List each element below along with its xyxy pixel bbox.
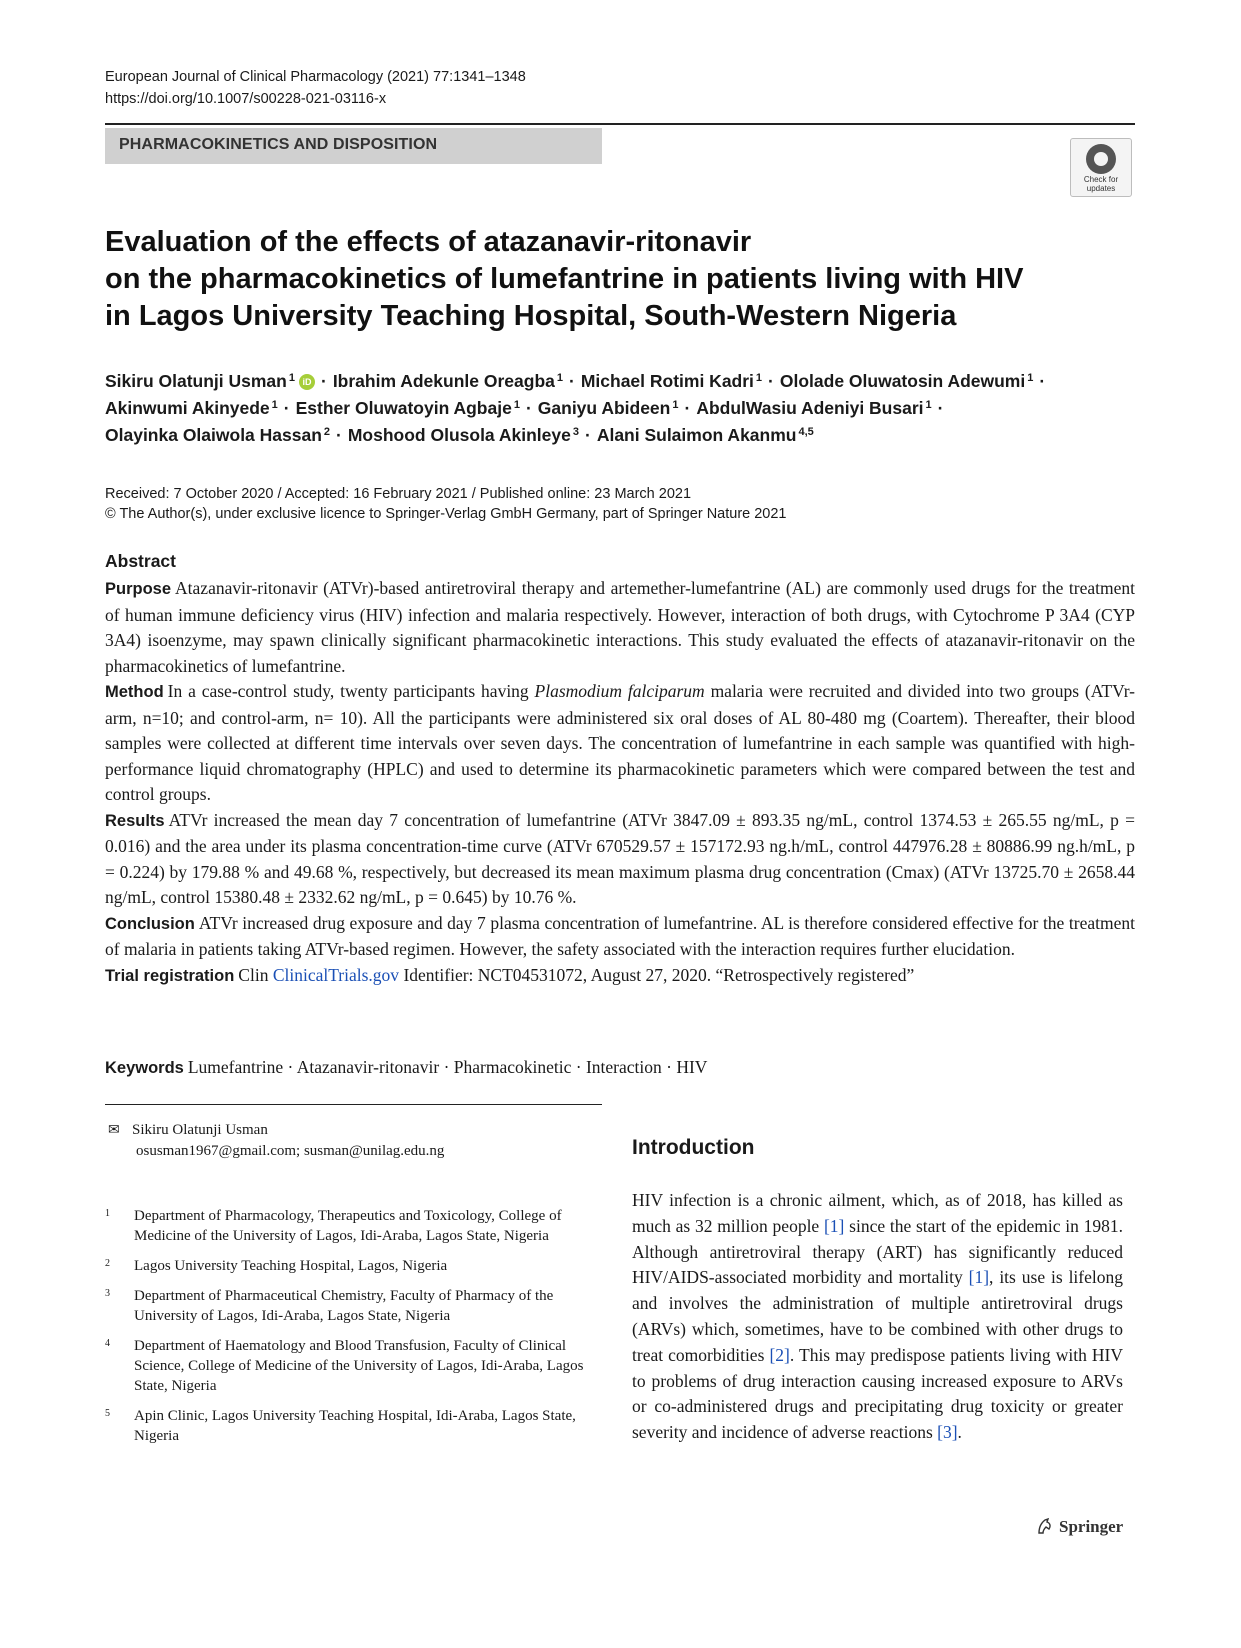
introduction-body: HIV infection is a chronic ailment, which, as of 2018, has killed as much as 32 million people [1] since the start of the epidemic in 1981. Although antiretroviral therapy (ART) has significantly reduced HIV/AIDS-associated morbidity and mortality [1], its use is lifelong and involves the administration of multiple antiretroviral drugs (ARVs) which, sometimes, have to be combined with other drugs to treat comorbidities [2]. This may predispose patients living with HIV to problems of drug interaction causing increased exposure to ARVs or co-administered drugs and precipitating drug toxicity or greater severity and incidence of adverse reactions [3]. <box>632 1190 1123 1443</box>
affiliation-item: 2 Lagos University Teaching Hospital, Lagos, Nigeria <box>105 1258 448 1274</box>
article-title <box>105 224 1105 335</box>
author-name[interactable]: Ololade Oluwatosin Adewumi <box>779 371 1026 391</box>
section-banner <box>105 128 602 164</box>
author-list: Sikiru Olatunji Usman $^1$ iD · Ibrahim Adekunle Oreagba $^1$ · Michael Rotimi Kadri $^1$ · Ololade Oluwatosin Adewumi $^1$ · Akinwumi Akinyede $^1$ · Esther Oluwatoyin Agbaje $^1$ · Ganiyu Abideen $^1$ · AbdulWasiu Adeniyi Busari $^1$ · Olayinka Olaiwola Hassan $^2$ · Moshood Olusola Akinleye $^3$ · Alani Sulaimon Akanmu $^{4,5}$ <box>105 371 1046 445</box>
check-updates-icon <box>1086 144 1116 174</box>
journal-citation <box>105 66 526 110</box>
affiliation-item: 3 Department of Pharmaceutical Chemistry, Faculty of Pharmacy of the University of Lagos, Idi-Araba, Lagos State, Nigeria <box>105 1288 554 1324</box>
abstract-trial: Trial registration Clin ClinicalTrials.gov Identifier: NCT04531072, August 27, 2020. “Retrospectively registered” <box>105 964 915 985</box>
corresponding-email[interactable]: osusman1967@gmail.com; susman@unilag.edu.ng <box>136 1143 445 1159</box>
publisher-name: Springer <box>1059 1517 1124 1536</box>
title-line: on the pharmacokinetics of lumefantrine in patients living with HIV <box>105 263 1024 295</box>
section-label: PHARMACOKINETICS AND DISPOSITION <box>119 136 438 153</box>
abstract-conclusion: Conclusion ATVr increased drug exposure and day 7 plasma concentration of lumefantrine. AL is therefore considered effective for the treatment of malaria in patients taking ATVr-based regimen. However, the safety associated with the interaction requires further elucidation. <box>105 912 1135 959</box>
author-name[interactable]: Moshood Olusola Akinleye <box>347 425 571 445</box>
abstract-method: Method In a case-control study, twenty participants having Plasmodium falciparum malaria were recruited and divided into two groups (ATVr-arm, n=10; and control-arm, n= 10). All the participants were administered six oral doses of AL 80-480 mg (Coartem). Thereafter, their blood samples were collected at different time intervals over seven days. The concentration of lumefantrine in each sample was quantified with high-performance liquid chromatography (HPLC) and used to determine its pharmacokinetic parameters which were compared between the test and control groups. <box>105 681 1135 804</box>
reference-link[interactable]: [2] <box>769 1344 790 1365</box>
author-name[interactable]: Ganiyu Abideen <box>537 398 671 418</box>
affiliation-item: 5 Apin Clinic, Lagos University Teaching Hospital, Idi-Araba, Lagos State, Nigeria <box>105 1408 576 1444</box>
dates-line: Received: 7 October 2020 / Accepted: 16 February 2021 / Published online: 23 March 2021 <box>105 486 692 502</box>
title-line: in Lagos University Teaching Hospital, South-Western Nigeria <box>105 300 957 332</box>
envelope-icon: ✉ <box>108 1123 120 1138</box>
author-name[interactable]: Ibrahim Adekunle Oreagba <box>332 371 555 391</box>
copyright-line: © The Author(s), under exclusive licence to Springer-Verlag GmbH Germany, part of Springer Nature 2021 <box>105 506 787 522</box>
reference-link[interactable]: [1] <box>823 1215 845 1236</box>
affiliation-item: 1 Department of Pharmacology, Therapeutics and Toxicology, College of Medicine of the University of Lagos, Idi-Araba, Lagos State, Nigeria <box>105 1208 562 1244</box>
affiliation-item: 4 Department of Haematology and Blood Transfusion, Faculty of Clinical Science, College of Medicine of the University of Lagos, Idi-Araba, Lagos State, Nigeria <box>105 1338 584 1394</box>
abstract-purpose: Purpose Atazanavir-ritonavir (ATVr)-based antiretroviral therapy and artemether-lumefantrine (AL) are commonly used drugs for the treatment of human immune deficiency virus (HIV) infection and malaria respectively. However, interaction of both drugs, with Cytochrome P 3A4 (CYP 3A4) isoenzyme, may spawn clinically significant pharmacokinetic interactions. This study evaluated the effects of atazanavir-ritonavir on the pharmacokinetics of lumefantrine. <box>105 578 1135 676</box>
affiliations <box>105 1206 602 1456</box>
clinicaltrials-link[interactable]: ClinicalTrials.gov <box>272 964 400 985</box>
author-name[interactable]: Michael Rotimi Kadri <box>580 371 754 391</box>
title-line: Evaluation of the effects of atazanavir-ritonavir <box>105 226 752 258</box>
abstract-body <box>105 576 1135 989</box>
journal-line: European Journal of Clinical Pharmacology (2021) 77:1341–1348 <box>105 69 526 85</box>
check-for-updates-badge[interactable] <box>1070 138 1132 197</box>
orcid-icon[interactable]: iD <box>299 374 315 390</box>
author-name[interactable]: Akinwumi Akinyede <box>105 398 270 418</box>
abstract-results: Results ATVr increased the mean day 7 concentration of lumefantrine (ATVr 3847.09 ± 893.35 ng/mL, control 1374.53 ± 265.55 ng/mL, p = 0.016) and the area under its plasma concentration-time curve (ATVr 670529.57 ± 157172.93 ng.h/mL, control 447976.28 ± 80886.99 ng.h/mL, p = 0.224) by 179.88 % and 49.68 %, respectively, but decreased its mean maximum plasma drug concentration (Cmax) (ATVr 13725.70 ± 2658.44 ng/mL, control 15380.48 ± 2332.62 ng/mL, p = 0.645) by 10.76 %. <box>105 809 1135 907</box>
reference-link[interactable]: [3] <box>937 1422 958 1443</box>
author-name[interactable]: AbdulWasiu Adeniyi Busari <box>696 398 924 418</box>
footnote-rule <box>105 1104 602 1105</box>
abstract-heading: Abstract <box>105 551 176 571</box>
doi-link[interactable]: https://doi.org/10.1007/s00228-021-03116-x <box>105 91 387 107</box>
author-name[interactable]: Alani Sulaimon Akanmu <box>596 425 797 445</box>
author-name[interactable]: Sikiru Olatunji Usman <box>105 371 287 391</box>
correspondence <box>108 1120 444 1161</box>
author-name[interactable]: Esther Oluwatoyin Agbaje <box>295 398 512 418</box>
introduction-heading: Introduction <box>632 1136 755 1159</box>
keywords: Keywords Lumefantrine · Atazanavir-ritonavir · Pharmacokinetic · Interaction · HIV <box>105 1057 708 1077</box>
corresponding-author: Sikiru Olatunji Usman <box>132 1122 268 1138</box>
publication-dates <box>105 484 787 524</box>
check-updates-text: Check for updates <box>1083 175 1119 193</box>
springer-horse-icon <box>1035 1517 1053 1535</box>
publisher-logo <box>1035 1517 1123 1537</box>
author-name[interactable]: Olayinka Olaiwola Hassan <box>105 425 322 445</box>
header-rule <box>105 123 1135 125</box>
reference-link[interactable]: [1] <box>968 1267 990 1288</box>
